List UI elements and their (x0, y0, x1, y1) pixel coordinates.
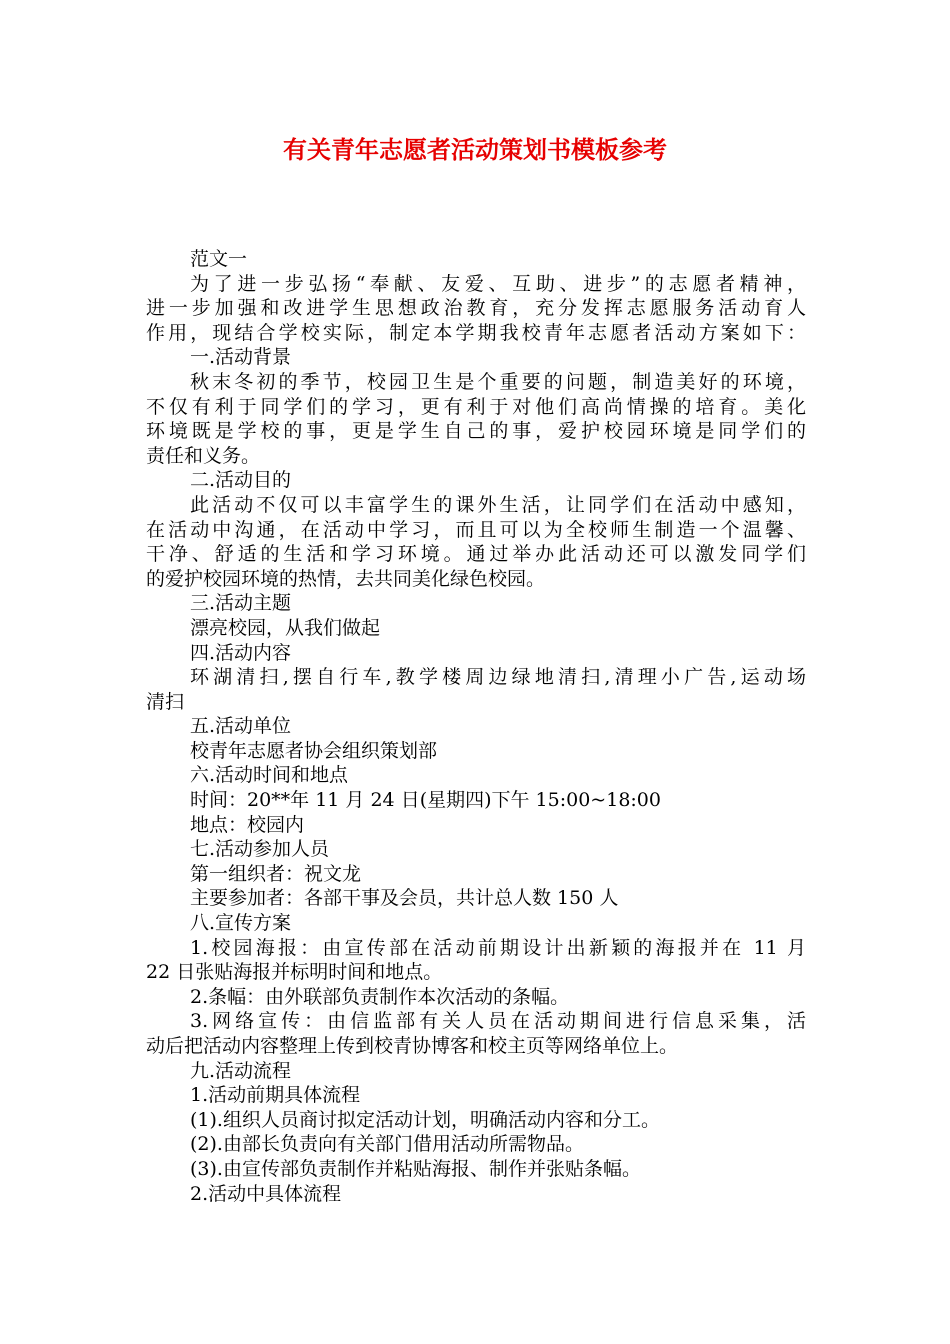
text-line: 漂亮校园，从我们做起 (190, 616, 381, 639)
text-line: (3).由宣传部负责制作并粘贴海报、制作并张贴条幅。 (190, 1157, 641, 1180)
text-line: 动后把活动内容整理上传到校青协博客和校主页等网络单位上。 (146, 1035, 679, 1057)
document-body (146, 247, 806, 1206)
text-line: 环湖清扫,摆自行车,教学楼周边绿地清扫,清理小广告,运动场 (190, 666, 806, 689)
text-line: 范文一 (190, 248, 248, 270)
text-line: 九.活动流程 (190, 1059, 292, 1082)
text-line: 七.活动参加人员 (190, 838, 330, 861)
text-line: 责任和义务。 (146, 444, 261, 467)
text-line: 2.活动中具体流程 (190, 1182, 342, 1205)
text-line: 秋末冬初的季节，校园卫生是个重要的问题，制造美好的环境， (190, 370, 806, 393)
text-line: 1.活动前期具体流程 (190, 1084, 361, 1107)
text-line: 时间：20**年 11 月 24 日(星期四)下午 15:00~18:00 (190, 789, 661, 812)
text-line: 在活动中沟通，在活动中学习，而且可以为全校师生制造一个温馨、 (146, 518, 806, 541)
document-title: 有关青年志愿者活动策划书模板参考 (283, 136, 667, 164)
text-line: 二.活动目的 (190, 469, 292, 492)
text-line: 干净、舒适的生活和学习环境。通过举办此活动还可以激发同学们 (146, 543, 806, 566)
text-line: 1.校园海报：由宣传部在活动前期设计出新颖的海报并在 11 月 (190, 936, 806, 959)
text-line: (2).由部长负责向有关部门借用活动所需物品。 (190, 1133, 584, 1156)
text-line: 地点：校园内 (190, 813, 305, 836)
text-line: (1).组织人员商讨拟定活动计划，明确活动内容和分工。 (190, 1108, 660, 1131)
text-line: 3.网络宣传：由信监部有关人员在活动期间进行信息采集，活 (190, 1010, 806, 1033)
text-line: 的爱护校园环境的热情，去共同美化绿色校园。 (146, 567, 546, 590)
text-line: 主要参加者：各部干事及会员，共计总人数 150 人 (190, 887, 619, 910)
text-line: 清扫 (146, 690, 185, 713)
text-line: 校青年志愿者协会组织策划部 (190, 739, 438, 762)
text-line: 三.活动主题 (190, 592, 292, 615)
text-line: 六.活动时间和地点 (190, 764, 349, 787)
text-line: 环境既是学校的事，更是学生自己的事，爱护校园环境是同学们的 (146, 420, 806, 443)
text-line: 进一步加强和改进学生思想政治教育，充分发挥志愿服务活动育人 (146, 297, 806, 320)
text-line: 第一组织者：祝文龙 (190, 862, 362, 885)
text-line: 此活动不仅可以丰富学生的课外生活，让同学们在活动中感知， (190, 493, 806, 516)
text-line: 四.活动内容 (190, 641, 292, 664)
text-line: 作用，现结合学校实际，制定本学期我校青年志愿者活动方案如下： (146, 321, 806, 344)
text-line: 22 日张贴海报并标明时间和地点。 (146, 961, 443, 984)
text-line: 不仅有利于同学们的学习，更有利于对他们高尚情操的培育。美化 (146, 395, 806, 418)
text-line: 八.宣传方案 (190, 912, 292, 935)
text-line: 2.条幅：由外联部负责制作本次活动的条幅。 (190, 985, 570, 1008)
text-line: 为了进一步弘扬“奉献、友爱、互助、进步”的志愿者精神， (190, 272, 806, 295)
text-line: 五.活动单位 (190, 715, 292, 738)
text-line: 一.活动背景 (190, 346, 292, 369)
